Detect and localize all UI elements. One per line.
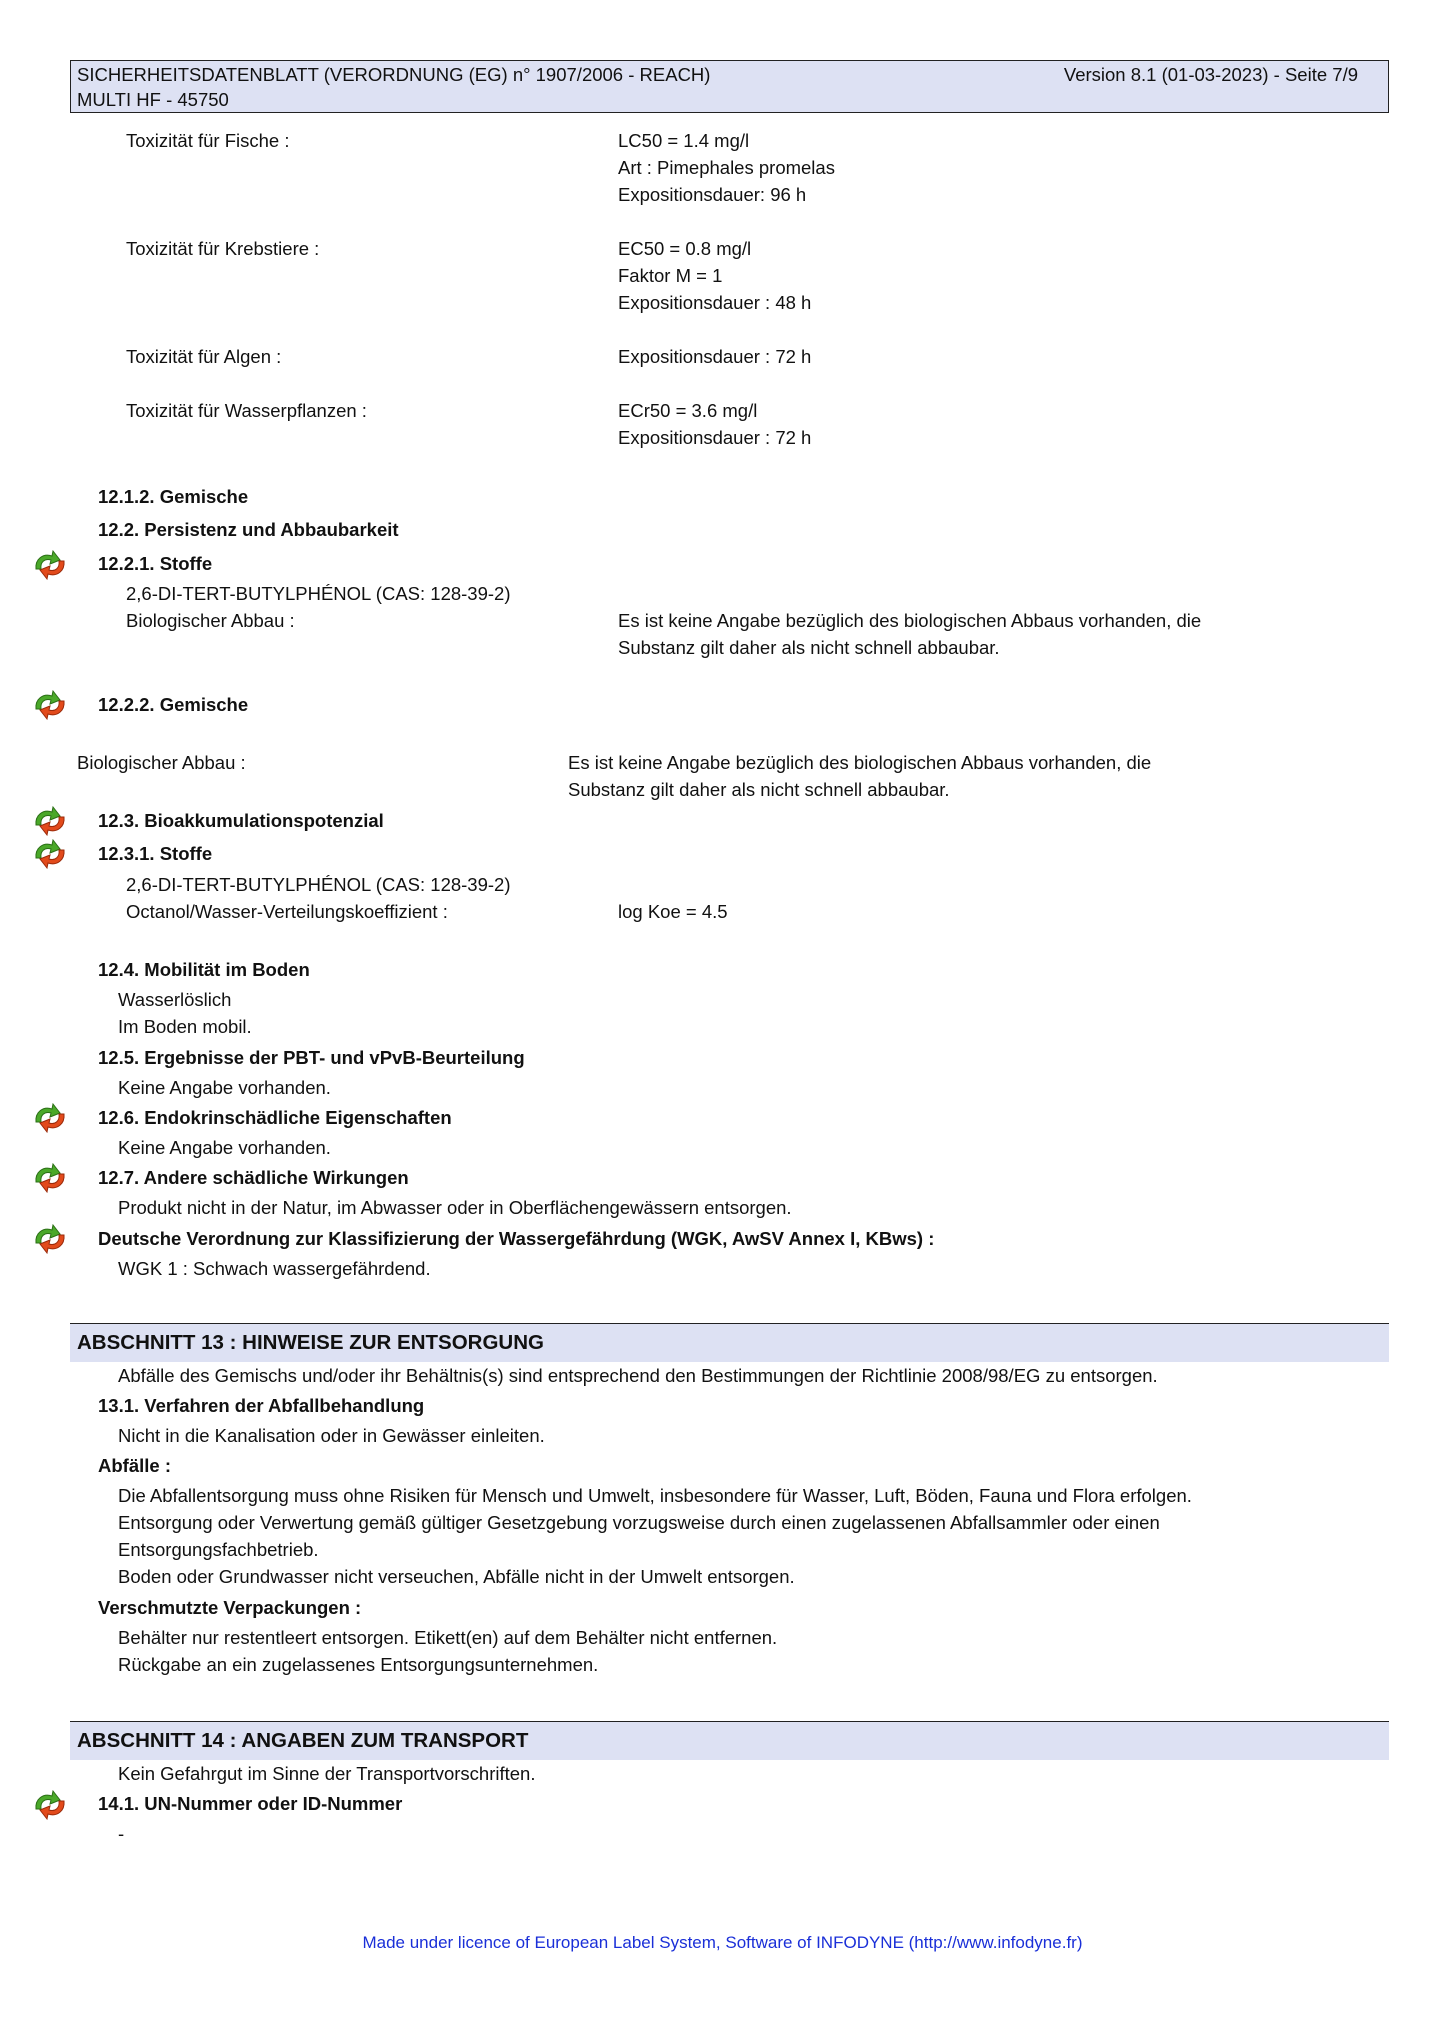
crust-tox-label: Toxizität für Krebstiere : bbox=[126, 238, 320, 259]
s13-1-text: Nicht in die Kanalisation oder in Gewässer einleiten. bbox=[118, 1425, 545, 1446]
s14-intro: Kein Gefahrgut im Sinne der Transportvorschriften. bbox=[118, 1763, 536, 1784]
mobility-text-2: Im Boden mobil. bbox=[118, 1016, 252, 1037]
packaging-text-2: Rückgabe an ein zugelassenes Entsorgungsunternehmen. bbox=[118, 1654, 599, 1675]
waste-text-4: Boden oder Grundwasser nicht verseuchen, Abfälle nicht in der Umwelt entsorgen. bbox=[118, 1566, 795, 1587]
waste-text-2: Entsorgung oder Verwertung gemäß gültiger Gesetzgebung vorzugsweise durch einen zugelassenen Abfallsammler oder einen bbox=[118, 1512, 1160, 1533]
heading-12-1-2: 12.1.2. Gemische bbox=[98, 486, 249, 507]
product-name: MULTI HF - 45750 bbox=[77, 89, 229, 110]
update-arrows-icon bbox=[33, 549, 67, 581]
waste-heading: Abfälle : bbox=[98, 1455, 171, 1476]
endocrine-text: Keine Angabe vorhanden. bbox=[118, 1137, 331, 1158]
pbt-text: Keine Angabe vorhanden. bbox=[118, 1077, 331, 1098]
heading-12-3-1: 12.3.1. Stoffe bbox=[98, 843, 213, 864]
version-info: Version 8.1 (01-03-2023) - Seite 7/9 bbox=[1063, 64, 1358, 85]
algae-tox-label: Toxizität für Algen : bbox=[126, 346, 282, 367]
bio-degradation-text-1: Es ist keine Angabe bezüglich des biologischen Abbaus vorhanden, die bbox=[618, 610, 1202, 631]
heading-12-5: 12.5. Ergebnisse der PBT- und vPvB-Beurteilung bbox=[98, 1047, 525, 1068]
heading-12-6: 12.6. Endokrinschädliche Eigenschaften bbox=[98, 1107, 452, 1128]
fish-tox-species: Art : Pimephales promelas bbox=[618, 157, 835, 178]
plants-tox-duration: Expositionsdauer : 72 h bbox=[618, 427, 812, 448]
update-arrows-icon bbox=[33, 1789, 67, 1821]
substance-name: 2,6-DI-TERT-BUTYLPHÉNOL (CAS: 128-39-2) bbox=[126, 583, 511, 604]
update-arrows-icon bbox=[33, 1162, 67, 1194]
heading-12-2-2: 12.2.2. Gemische bbox=[98, 694, 249, 715]
section-13-bar bbox=[70, 1323, 1389, 1362]
un-number-value: - bbox=[118, 1823, 125, 1844]
heading-14-1: 14.1. UN-Nummer oder ID-Nummer bbox=[98, 1793, 403, 1814]
document-header bbox=[70, 60, 1389, 113]
section-14-bar bbox=[70, 1721, 1389, 1760]
plants-tox-value: ECr50 = 3.6 mg/l bbox=[618, 400, 758, 421]
waste-text-1: Die Abfallentsorgung muss ohne Risiken für Mensch und Umwelt, insbesondere für Wasser, Luft, Böden, Fauna und Flora erfolgen. bbox=[118, 1485, 1192, 1506]
section-14-title: ABSCHNITT 14 : ANGABEN ZUM TRANSPORT bbox=[77, 1729, 529, 1752]
wgk-heading: Deutsche Verordnung zur Klassifizierung der Wassergefährdung (WGK, AwSV Annex I, KBws) : bbox=[98, 1228, 935, 1249]
mixture-bio-text-1: Es ist keine Angabe bezüglich des biologischen Abbaus vorhanden, die bbox=[568, 752, 1152, 773]
update-arrows-icon bbox=[33, 689, 67, 721]
substance-name-2: 2,6-DI-TERT-BUTYLPHÉNOL (CAS: 128-39-2) bbox=[126, 874, 511, 895]
section-13-title: ABSCHNITT 13 : HINWEISE ZUR ENTSORGUNG bbox=[77, 1331, 544, 1354]
fish-tox-duration: Expositionsdauer: 96 h bbox=[618, 184, 807, 205]
bio-degradation-text-2: Substanz gilt daher als nicht schnell abbaubar. bbox=[618, 637, 1000, 658]
bio-degradation-label: Biologischer Abbau : bbox=[126, 610, 295, 631]
mixture-bio-label: Biologischer Abbau : bbox=[77, 752, 246, 773]
document-title: SICHERHEITSDATENBLATT (VERORDNUNG (EG) n° 1907/2006 - REACH) bbox=[77, 64, 711, 85]
heading-12-3: 12.3. Bioakkumulationspotenzial bbox=[98, 810, 384, 831]
mixture-bio-text-2: Substanz gilt daher als nicht schnell abbaubar. bbox=[568, 779, 950, 800]
waste-text-3: Entsorgungsfachbetrieb. bbox=[118, 1539, 319, 1560]
algae-tox-duration: Expositionsdauer : 72 h bbox=[618, 346, 812, 367]
update-arrows-icon bbox=[33, 838, 67, 870]
crust-tox-value: EC50 = 0.8 mg/l bbox=[618, 238, 752, 259]
other-effects-text: Produkt nicht in der Natur, im Abwasser oder in Oberflächengewässern entsorgen. bbox=[118, 1197, 792, 1218]
update-arrows-icon bbox=[33, 1102, 67, 1134]
heading-12-4: 12.4. Mobilität im Boden bbox=[98, 959, 310, 980]
packaging-text-1: Behälter nur restentleert entsorgen. Etikett(en) auf dem Behälter nicht entfernen. bbox=[118, 1627, 778, 1648]
packaging-heading: Verschmutzte Verpackungen : bbox=[98, 1597, 362, 1618]
wgk-text: WGK 1 : Schwach wassergefährdend. bbox=[118, 1258, 431, 1279]
heading-12-7: 12.7. Andere schädliche Wirkungen bbox=[98, 1167, 409, 1188]
heading-12-2-1: 12.2.1. Stoffe bbox=[98, 553, 213, 574]
crust-tox-duration: Expositionsdauer : 48 h bbox=[618, 292, 812, 313]
koe-value: log Koe = 4.5 bbox=[618, 901, 728, 922]
fish-tox-value: LC50 = 1.4 mg/l bbox=[618, 130, 750, 151]
fish-tox-label: Toxizität für Fische : bbox=[126, 130, 290, 151]
update-arrows-icon bbox=[33, 805, 67, 837]
heading-12-2: 12.2. Persistenz und Abbaubarkeit bbox=[98, 519, 399, 540]
s13-intro: Abfälle des Gemischs und/oder ihr Behältnis(s) sind entsprechend den Bestimmungen der Richtlinie 2008/98/EG zu entsorgen. bbox=[118, 1365, 1158, 1386]
heading-13-1: 13.1. Verfahren der Abfallbehandlung bbox=[98, 1395, 425, 1416]
footer-licence-link[interactable]: Made under licence of European Label System, Software of INFODYNE (http://www.infodyne.fr) bbox=[362, 1933, 1083, 1952]
koe-label: Octanol/Wasser-Verteilungskoeffizient : bbox=[126, 901, 448, 922]
update-arrows-icon bbox=[33, 1223, 67, 1255]
plants-tox-label: Toxizität für Wasserpflanzen : bbox=[126, 400, 367, 421]
crust-tox-factor: Faktor M = 1 bbox=[618, 265, 723, 286]
mobility-text-1: Wasserlöslich bbox=[118, 989, 232, 1010]
